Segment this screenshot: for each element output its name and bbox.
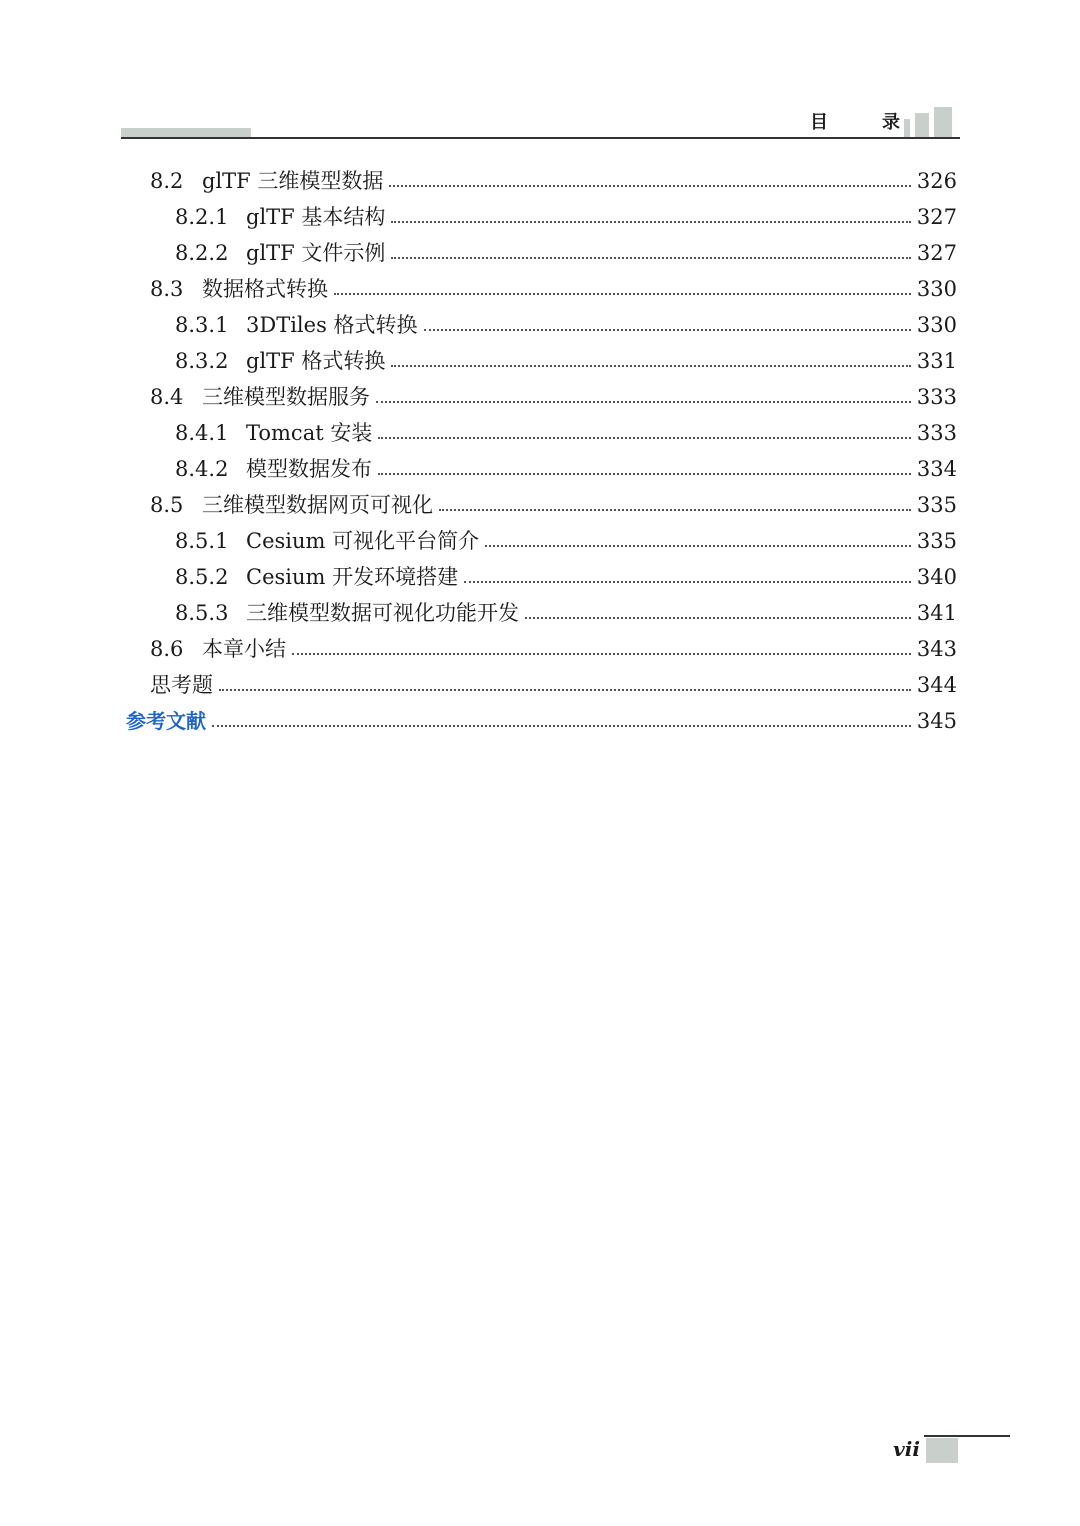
toc-entry-title: glTF 文件示例	[246, 241, 386, 265]
toc-entry-page: 344	[916, 673, 957, 697]
toc-leader-dots	[378, 473, 911, 475]
toc-entry[interactable]	[175, 559, 957, 595]
toc-entry-number: 8.5	[150, 493, 184, 517]
toc-entry-title: Tomcat 安装	[246, 421, 373, 445]
toc-entry[interactable]	[175, 595, 957, 631]
toc-entry[interactable]	[150, 271, 957, 307]
toc-entry-page: 345	[916, 709, 957, 733]
toc-entry-title: glTF 格式转换	[246, 349, 386, 373]
toc-entry[interactable]	[175, 343, 957, 379]
toc-entry-number: 8.3.2	[175, 349, 229, 373]
toc-entry-title: Cesium 开发环境搭建	[246, 565, 459, 589]
toc-entry[interactable]	[175, 199, 957, 235]
toc-entry-number: 8.5.2	[175, 565, 229, 589]
toc-entry-page: 334	[916, 457, 957, 481]
toc-leader-dots	[485, 545, 911, 547]
toc-entry-page: 333	[916, 385, 957, 409]
toc-entry-number: 8.6	[150, 637, 184, 661]
toc-entry-number: 8.4.2	[175, 457, 229, 481]
toc-entry-number: 8.3	[150, 277, 184, 301]
toc-entry[interactable]	[175, 451, 957, 487]
toc-entry-title: 思考题	[150, 673, 213, 697]
toc-entry-page: 333	[916, 421, 957, 445]
toc-entry-title: 模型数据发布	[246, 457, 372, 481]
toc-leader-dots	[292, 653, 911, 655]
toc-entry[interactable]	[150, 487, 957, 523]
toc-entry-title: glTF 基本结构	[246, 205, 386, 229]
toc-leader-dots	[424, 329, 911, 331]
toc-entry-page: 330	[916, 313, 957, 337]
toc-entry-number: 8.2.2	[175, 241, 229, 265]
toc-leader-dots	[525, 617, 911, 619]
toc-entry-title: 三维模型数据网页可视化	[202, 493, 433, 517]
toc-entry-number: 8.4.1	[175, 421, 229, 445]
toc-entry-page: 330	[916, 277, 957, 301]
running-header-title	[810, 108, 900, 134]
toc-leader-dots	[439, 509, 911, 511]
header-accent-bar	[121, 128, 251, 137]
toc-entry-page: 335	[916, 529, 957, 553]
toc-entry-number: 8.2	[150, 169, 184, 193]
toc-entry[interactable]	[150, 631, 957, 667]
page-number: vii	[893, 1437, 920, 1461]
header-title-char-2: 录	[882, 112, 900, 133]
toc-entry-page: 340	[916, 565, 957, 589]
toc-entry-title: Cesium 可视化平台简介	[246, 529, 480, 553]
toc-entry-number: 8.3.1	[175, 313, 229, 337]
toc-leader-dots	[464, 581, 911, 583]
toc-entry-title: glTF 三维模型数据	[202, 169, 384, 193]
toc-entry-number: 8.5.1	[175, 529, 229, 553]
header-block-medium	[915, 113, 929, 137]
toc-leader-dots	[376, 401, 911, 403]
toc-entry-title: 本章小结	[202, 637, 286, 661]
toc-entry-page: 341	[916, 601, 957, 625]
toc-leader-dots	[212, 725, 911, 727]
toc-leader-dots	[378, 437, 911, 439]
header-block-small	[904, 119, 910, 137]
header-decorative-blocks	[904, 107, 952, 137]
toc-entry-page: 335	[916, 493, 957, 517]
toc-entry-number: 8.5.3	[175, 601, 229, 625]
toc-entry-page: 327	[916, 241, 957, 265]
toc-entry[interactable]	[175, 523, 957, 559]
toc-entry-title: 3DTiles 格式转换	[246, 313, 418, 337]
toc-entry-page: 331	[916, 349, 957, 373]
toc-entry-page: 326	[916, 169, 957, 193]
footer-rule	[924, 1435, 1010, 1437]
toc-entry[interactable]	[175, 415, 957, 451]
toc-entry-number: 8.4	[150, 385, 184, 409]
toc-entry[interactable]	[175, 235, 957, 271]
toc-entry[interactable]	[175, 307, 957, 343]
toc-entry-title: 三维模型数据服务	[202, 385, 370, 409]
toc-entry-references[interactable]	[126, 703, 957, 739]
toc-entry-title: 数据格式转换	[202, 277, 328, 301]
toc-leader-dots	[391, 257, 910, 259]
toc-entry[interactable]	[150, 163, 957, 199]
toc-leader-dots	[391, 365, 910, 367]
toc-entry-number: 8.2.1	[175, 205, 229, 229]
header-block-large	[934, 107, 952, 137]
toc-entry-exercises[interactable]	[150, 667, 957, 703]
toc-entry-title: 三维模型数据可视化功能开发	[246, 601, 519, 625]
toc-entry-page: 343	[916, 637, 957, 661]
toc-entry-page: 327	[916, 205, 957, 229]
toc-entry-title-link[interactable]: 参考文献	[126, 709, 206, 733]
toc-leader-dots	[219, 689, 911, 691]
header-title-char-1: 目	[810, 112, 828, 133]
toc-leader-dots	[334, 293, 911, 295]
toc-entry[interactable]	[150, 379, 957, 415]
toc-leader-dots	[389, 185, 910, 187]
toc-leader-dots	[391, 221, 910, 223]
footer-decorative-block	[926, 1438, 958, 1463]
header-rule	[121, 137, 960, 139]
